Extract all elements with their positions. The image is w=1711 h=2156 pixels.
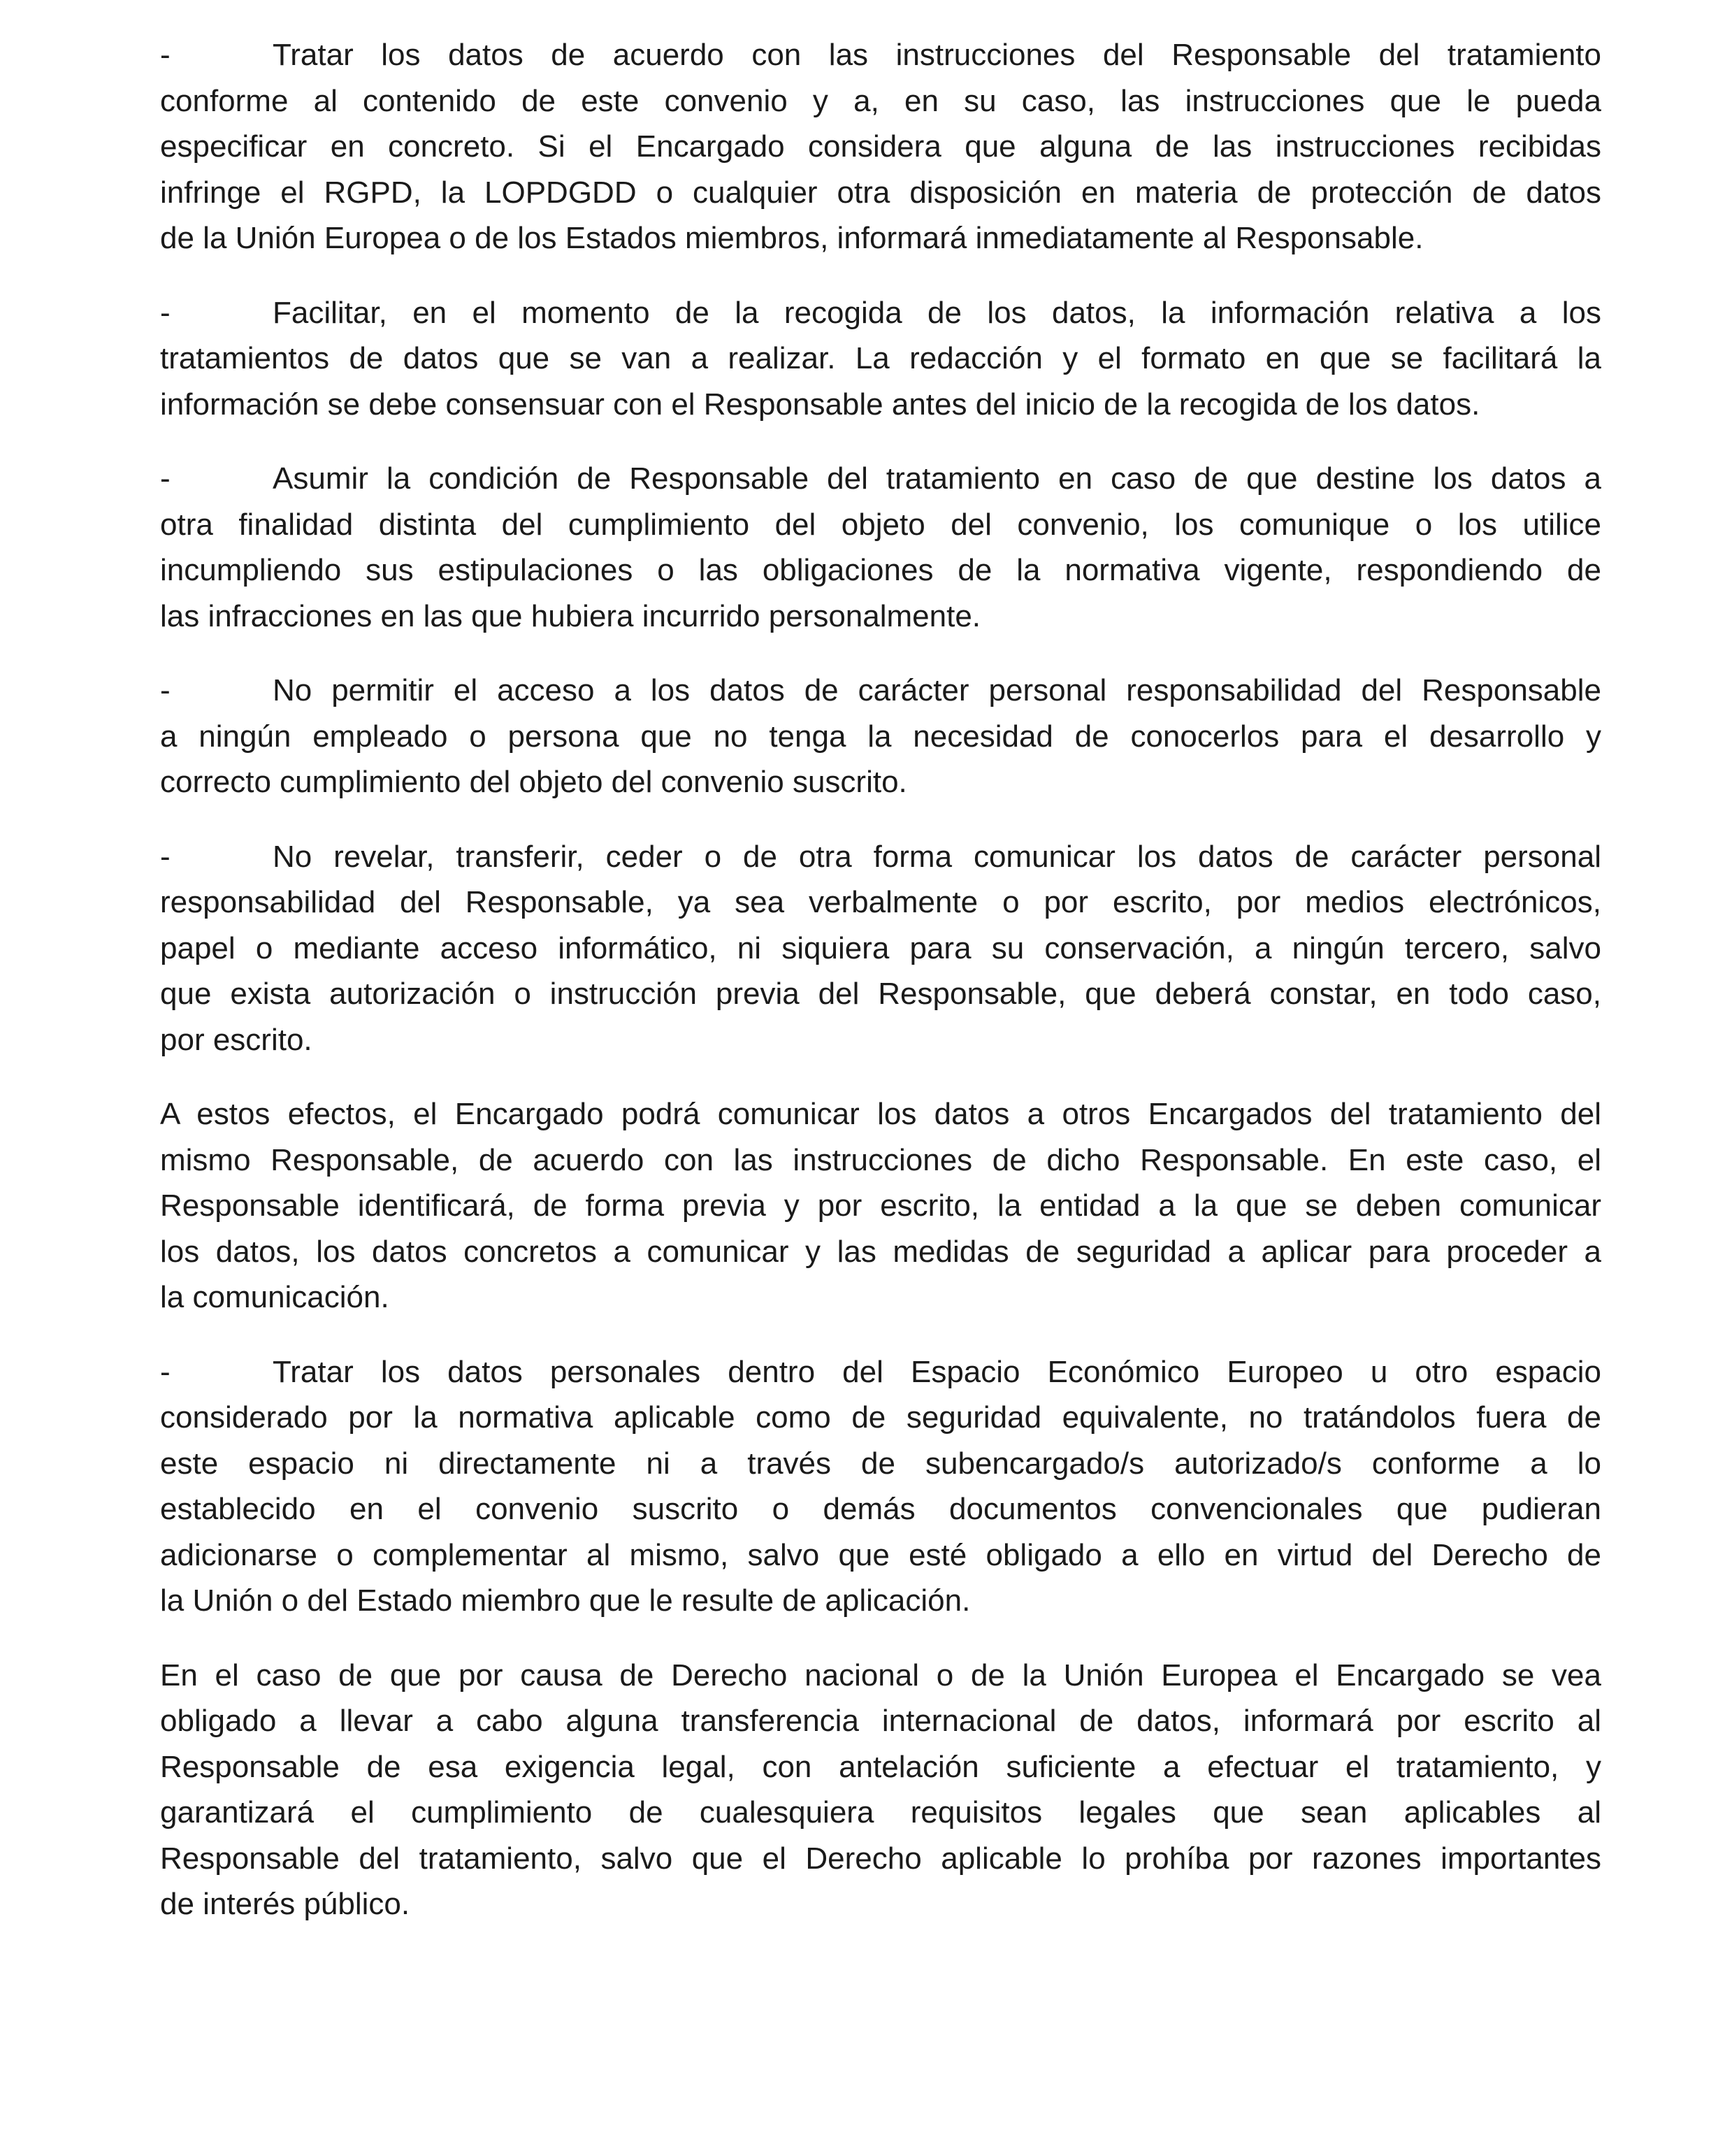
text-line: de interés público. [160, 1887, 410, 1921]
text-line: conforme al contenido de este convenio y a, en su caso, las instrucciones que le pueda [160, 83, 1601, 118]
bullet-paragraph [160, 834, 1601, 1063]
text-line: Tratar los datos personales dentro del Espacio Económico Europeo u otro espacio [273, 1354, 1601, 1389]
text-line: información se debe consensuar con el Responsable antes del inicio de la recogida de los datos. [160, 387, 1480, 422]
text-line: de la Unión Europea o de los Estados miembros, informará inmediatamente al Responsable. [160, 221, 1424, 255]
text-line: No permitir el acceso a los datos de carácter personal responsabilidad del Responsable [273, 673, 1601, 707]
text-line: Facilitar, en el momento de la recogida de los datos, la información relativa a los [273, 295, 1601, 330]
text-line: A estos efectos, el Encargado podrá comunicar los datos a otros Encargados del tratamiento del [160, 1097, 1601, 1131]
text-line: Tratar los datos de acuerdo con las instrucciones del Responsable del tratamiento [273, 38, 1601, 72]
bullet-paragraph [160, 456, 1601, 639]
text-line: los datos, los datos concretos a comunicar y las medidas de seguridad a aplicar para proceder a [160, 1234, 1601, 1269]
bullet-dash: - [160, 839, 171, 874]
text-line: otra finalidad distinta del cumplimiento del objeto del convenio, los comunique o los utilice [160, 507, 1601, 542]
paragraph [160, 1091, 1601, 1321]
text-line: mismo Responsable, de acuerdo con las instrucciones de dicho Responsable. En este caso, el [160, 1142, 1601, 1177]
text-line: establecido en el convenio suscrito o demás documentos convencionales que pudieran [160, 1492, 1601, 1526]
text-line: Responsable de esa exigencia legal, con antelación suficiente a efectuar el tratamiento, y [160, 1749, 1601, 1784]
text-line: Asumir la condición de Responsable del tratamiento en caso de que destine los datos a [273, 461, 1601, 496]
text-line: Responsable del tratamiento, salvo que el Derecho aplicable lo prohíba por razones importantes [160, 1841, 1601, 1876]
text-line: incumpliendo sus estipulaciones o las obligaciones de la normativa vigente, respondiendo de [160, 553, 1601, 587]
bullet-paragraph [160, 1349, 1601, 1624]
text-line: la Unión o del Estado miembro que le resulte de aplicación. [160, 1583, 971, 1618]
text-line: por escrito. [160, 1022, 312, 1057]
bullet-dash: - [160, 38, 171, 72]
text-line: Responsable identificará, de forma previa y por escrito, la entidad a la que se deben comunicar [160, 1188, 1601, 1223]
text-line: a ningún empleado o persona que no tenga la necesidad de conocerlos para el desarrollo y [160, 719, 1601, 754]
document-body [160, 32, 1601, 1956]
text-line: En el caso de que por causa de Derecho nacional o de la Unión Europea el Encargado se vea [160, 1658, 1601, 1693]
text-line: garantizará el cumplimiento de cualesquiera requisitos legales que sean aplicables al [160, 1795, 1601, 1830]
bullet-dash: - [160, 673, 171, 707]
text-line: correcto cumplimiento del objeto del convenio suscrito. [160, 765, 907, 799]
bullet-dash: - [160, 295, 171, 330]
text-line: adicionarse o complementar al mismo, salvo que esté obligado a ello en virtud del Derecho de [160, 1537, 1601, 1572]
paragraph [160, 1653, 1601, 1927]
text-line: No revelar, transferir, ceder o de otra forma comunicar los datos de carácter personal [273, 839, 1601, 874]
text-line: especificar en concreto. Si el Encargado considera que alguna de las instrucciones recibidas [160, 129, 1601, 164]
text-line: que exista autorización o instrucción previa del Responsable, que deberá constar, en todo caso, [160, 977, 1601, 1011]
text-line: la comunicación. [160, 1280, 389, 1314]
bullet-paragraph [160, 668, 1601, 805]
text-line: infringe el RGPD, la LOPDGDD o cualquier otra disposición en materia de protección de datos [160, 175, 1601, 210]
text-line: obligado a llevar a cabo alguna transferencia internacional de datos, informará por escrito al [160, 1704, 1601, 1738]
bullet-paragraph [160, 290, 1601, 428]
text-line: este espacio ni directamente ni a través de subencargado/s autorizado/s conforme a lo [160, 1446, 1601, 1481]
bullet-dash: - [160, 1354, 171, 1389]
text-line: responsabilidad del Responsable, ya sea verbalmente o por escrito, por medios electrónicos, [160, 885, 1601, 919]
text-line: papel o mediante acceso informático, ni siquiera para su conservación, a ningún tercero, salvo [160, 930, 1601, 965]
text-line: tratamientos de datos que se van a realizar. La redacción y el formato en que se facilitará la [160, 341, 1601, 375]
bullet-paragraph [160, 32, 1601, 261]
text-line: considerado por la normativa aplicable como de seguridad equivalente, no tratándolos fuera de [160, 1400, 1601, 1435]
bullet-dash: - [160, 461, 171, 496]
text-line: las infracciones en las que hubiera incurrido personalmente. [160, 598, 981, 633]
